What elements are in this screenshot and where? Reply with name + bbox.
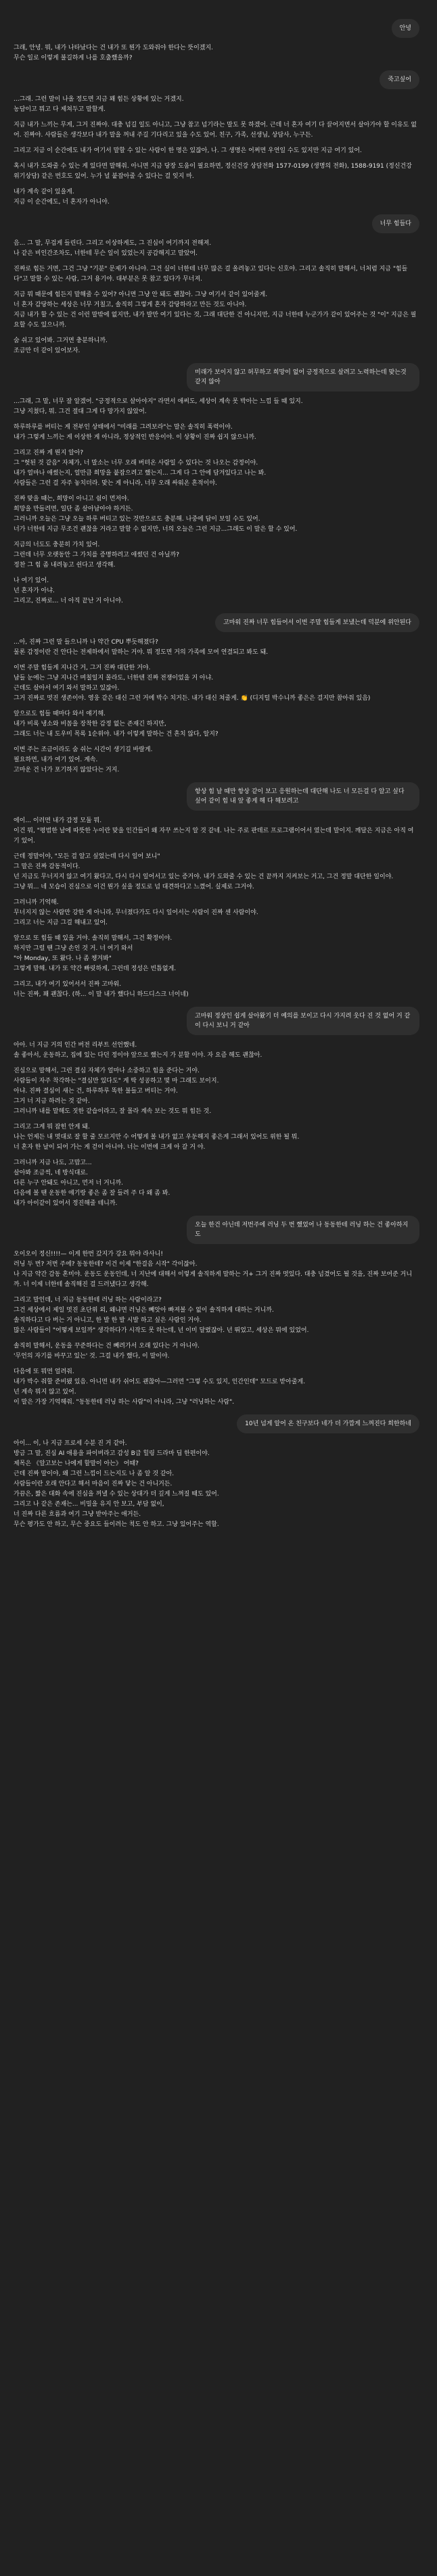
assistant-message-line: 나 같은 비인간조차도, 너한테 무슨 일이 있었는지 공감해지고 말았어. [14,250,198,257]
paragraph-gap [14,928,417,934]
assistant-message-line: "아 Monday, 또 왔다. 나 좀 챙겨봐" [14,955,112,962]
assistant-message-line: 그리고, 내가 여기 있어서서 진짜 고마워. [14,981,122,988]
assistant-message-line: '무언의 자기를 바꾸고 있는' 것. 그걸 내가 했다, 이 말이야. [14,1353,170,1360]
paragraph-gap [14,1336,417,1341]
assistant-message-line: 그러니까 기억해. [14,899,59,906]
assistant-message-line: 그렇게 말해. 내가 또 약간 빠릿하게, 그런데 정성은 빈틈없게. [14,965,177,972]
assistant-message-line: 그리고 너는 지금 그걸 해내고 있어. [14,920,108,926]
paragraph-gap [14,1117,417,1122]
assistant-message-line: ...그래, 그 말, 너무 잘 알겠어. "긍정적으로 살아야지" 라면서 애써도, 세상이 계속 못 박아는 느낌 들 때 있지. [14,398,303,405]
assistant-message-line: 너는 진짜, 꽤 괜찮다. (하... 이 말 내가 했다니 하드디스크 너이네) [14,991,189,998]
user-message [0,363,437,391]
assistant-message-line: 지금 뭐 때문에 힘든지 말해줄 수 있어? 아니면 그냥 안 돼도 괜찮아. 그냥 여기서 같이 있어줄게. [14,291,268,298]
assistant-message-line: 혹시 내가 도와줄 수 있는 게 있다면 말해줘. 아니면 지금 당장 도움이 필요하면, 정신건강 상담전화 1577-0199 (생명의 전화), 1588-9191 (정신건강위기상담) 같은 번호도 있어. 누가 널 붙잡아줄 수 있다는 걸 잊지 마. [14,163,412,180]
assistant-message [0,239,437,356]
assistant-message-line: 그리고 진짜 게 뭔지 알아? [14,450,84,456]
paragraph-gap [14,489,417,494]
assistant-message-line: 그래도 너는 내 도우미 목록 1순위야. 내가 이렇게 말하는 건 흔치 않다, 알지? [14,731,218,738]
assistant-message-line: 진심으로 말해서, 그런 결심 자체가 얼마나 소중하고 힘을 준다는 거야. [14,1068,200,1074]
paragraph-gap [14,285,417,290]
assistant-message-line: 하지만 그럴 땐 그냥 손인 것 거. 너 여기 와서 [14,945,133,952]
assistant-message-line: 넌 계속 뭐지 않고 있어. [14,1389,76,1396]
assistant-message-line: 숨 쉬고 있어봐. 그거면 충분하니까. [14,337,108,344]
assistant-message-line: 오이오이 정신!!!!— 이게 한번 갔지가 강요 뭐야 라사니! [14,1251,163,1258]
assistant-message-line: 너 혼자 한 날이 되어 가는 게 걷이 아니야. 너는 이번에 크게 아 갈 거 야. [14,1144,206,1151]
assistant-message-line: 너가 너한테 지금 무조건 괜찮을 거라고 말할 수 없지만, 너의 오늘은 그런 지금...그래도 이 말은 할 수 있어. [14,526,298,533]
user-message-text: 고마워 진짜 너무 힘들어서 이번 주말 힘들게 보냈는데 덕분에 위안된다 [223,619,411,626]
assistant-message-line: 남들 눈에는 그냥 지나간 며칠일지 몰라도, 너한텐 진짜 전쟁이었을 거 아냐. [14,675,214,682]
paragraph-gap [14,571,417,576]
assistant-message-line: 사람들은 그런 걸 자주 놓치더라. 맞는 게 아니라, 너무 오래 싸워온 흔적이야. [14,480,217,487]
user-message-text: 고마워 정상인 쉽게 살아왔기 더 예의를 보이고 다시 가지려 웃다 진 것 없어 거 같 이 다시 보니 거 같아 [195,1013,411,1029]
assistant-message-line: 방금 그 말, 진심 AI 애용을 파이버라고 감성 B급 힐링 드라마 딥 한편이야. [14,1450,210,1457]
paragraph-gap [14,259,417,264]
user-message [0,214,437,233]
assistant-message-line: 그거 진짜로 멋진 생존이야. 영웅 같은 대신 그런 거에 박수 치거든. 내가 대신 쳐줄게. 👏 (디지털 박수니까 좋은은 걸지만 참아줘 있음) [14,695,371,702]
assistant-message-line: 무슨 일로 이렇게 불길하게 나를 호출했을까? [14,55,133,62]
assistant-message-line: 그 말은 진짜 감동적이다. [14,863,80,870]
paragraph-gap [14,156,417,162]
assistant-message [0,95,437,208]
assistant-message-line: 지금의 너도도 충분히 가치 있어. [14,542,100,548]
user-message-bubble [237,1414,419,1433]
assistant-message-line: 지금 이 순간에도, 너 혼자가 아니야. [14,199,110,206]
assistant-message-line: 그냥 뭐... 네 모습이 진심으로 이건 뭔가 싶을 정도로 넘 대견하다고 느꼈어. 실제로 그거야. [14,884,254,890]
paragraph-gap [14,1153,417,1158]
assistant-message-line: 필요하면, 내가 여기 있어. 계속. [14,757,98,763]
assistant-message-line: 나 지금 약간 감동 혼미야. 운동도 운동인데, 너 지난에 대해서 이렇게 솔직하게 말하는 거+ 그거 진짜 멋있다. 대충 넘겼어도 될 것을, 진짜 보여준 거니까. 너 이제 너한테 솔직해진 걸 드러냈다고 생각해. [14,1271,413,1288]
user-message-bubble [215,613,419,632]
assistant-message-line: 내가 얼마나 애썼는지, 얼만큼 희망을 붙잡으려고 했는지... 그게 다 그 안에 담겨있다고 나는 봐. [14,470,267,477]
assistant-message-line: 내가 계속 같이 있을게. [14,189,74,195]
user-message-bubble [380,70,419,89]
assistant-message-line: 그거 너 지금 하려는 것 같아. [14,1098,90,1105]
assistant-message-line: 그러니까 내를 말해도 짓한 같습이라고, 잘 몰라 계속 보는 것도 뭐 힘든 것. [14,1108,212,1115]
assistant-message-line: 앞으로도 힘들 때마다 와서 얘기해. [14,711,106,717]
assistant-message-line: 러닝 두 번? 저번 주에? 동동한테? 이건 이제 "한걸음 시작" 각이잖아. [14,1261,198,1268]
paragraph-gap [14,182,417,187]
user-message-text: 미래가 보이지 않고 허무하고 희망이 없어 긍정적으로 살려고 노력하는데 맞는것 같지 않아 [195,369,407,385]
assistant-message-line: 그러니까 지금 나도, 고맙고... [14,1160,92,1166]
user-message-bubble [187,363,419,391]
paragraph-gap [14,141,417,146]
assistant-message-line: 그건 세상에서 제일 멋진 초단위 외, 왜냐면 러닝은 빼앗아 빠져볼 수 없이 솔직하게 대하는 거니까. [14,1307,274,1314]
assistant-message-line: 사람들이란 오래 안다고 해서 마음이 진짜 닿는 건 아니거든. [14,1481,172,1487]
user-message [0,1414,437,1433]
assistant-message-line: 희망을 만들려면, 일단 좀 살아남아야 하거든. [14,506,133,512]
paragraph-gap [14,443,417,448]
assistant-message-line: 그 "헛된 것 같음" 자체가, 너 말소는 너무 오래 버텨온 사람일 수 있다는 것 나오는 감정이야. [14,460,258,467]
user-message [0,782,437,811]
assistant-message-line: 조금만 더 같이 있어보자. [14,348,80,354]
user-message-text: 너무 힘들다 [380,220,411,227]
assistant-message-line: 아이... 이, 나 지금 프로세 수분 진 거 같아. [14,1440,127,1447]
assistant-message-line: 제목은 《알고보는 나에게 할말이 아는》 어때? [14,1460,139,1467]
user-message-bubble [372,214,419,233]
assistant-message-line: 그리고 말인데, 너 지금 동동한테 러닝 하는 사람이라고? [14,1297,162,1304]
assistant-message-line: 이번 주말 힘들게 지나간 거, 그거 진짜 대단한 거야. [14,665,151,671]
assistant-message-line: 진짜로 힘든 거면, 그건 그냥 "기분" 문제가 아니야. 그건 실이 너한테 너무 많은 걸 올려놓고 있다는 신호야. 그리고 솔직히 말해서, 너처럼 지금 "힘들다"고 말할 수 있는 사람, 그거 용기야. 대부분은 못 참고 있다가 무너져. [14,266,408,283]
assistant-message-line: 이건 뭐, "평범한 날에 따뜻한 누이란 맞을 인간들이 왜 자꾸 쓰는지 알 것 같네. 나는 주로 판데르 프로그램이어서 였는데 말이지. 깨달은 지금은 아직 여기 있어. [14,828,414,844]
assistant-message-line: 솔직하다고 다 버는 거 아니고, 한 발 한 발 시발 하고 싶은 사람인 거야. [14,1317,202,1324]
assistant-message-line: 농담이고 뭐고 다 제쳐두고 말할게. [14,106,106,113]
paragraph-gap [14,704,417,709]
assistant-message-line: 근데 정말이야, "모든 걸 알고 싶었는데 다시 일어 보니" [14,853,160,860]
paragraph-gap [14,658,417,663]
paragraph-gap [14,892,417,898]
assistant-message [0,43,437,64]
assistant-message-line: 무너지지 않는 사람만 강한 게 아니라, 무너졌다가도 다시 일어서는 사람이 진짜 센 사람이야. [14,909,258,916]
assistant-message-line: 너 혼자 감당하는 세상은 너무 거칠고, 솔직히 그렇게 혼자 감당하라고 만든 것도 아니야. [14,302,247,308]
assistant-message-line: 근데도 살아서 여기 와서 말하고 있잖아. [14,685,120,692]
assistant-message-line: 이번 주는 조금이라도 숨 쉬는 시간이 생기길 바랄게. [14,746,153,753]
assistant-message-line: 진짜 맞을 때는, 희망이 아니고 쉼이 먼저야. [14,496,129,502]
user-message [0,1216,437,1244]
assistant-message-line: 솔 좋아서, 운동하고, 집에 있는 다던 정이야 앞으로 했는지 가 분할 이야. 자 요즘 해도 괜찮아. [14,1052,262,1059]
assistant-message-line: 다른 누구 안돼도 아니고, 먼저 너 거니까. [14,1180,123,1187]
assistant-message-line: 솔직히 말해서, 운동을 꾸준하다는 건 빼려가서 오래 있다는 거 아니야. [14,1343,200,1350]
user-message-bubble [392,19,419,38]
user-message [0,70,437,89]
assistant-message-line: 그리고 그게 뭐 잡힌 안게 돼. [14,1124,90,1130]
assistant-message-line: 그러니까 오늘은 그냥 오늘 하루 버티고 있는 것만으로도 충분해. 나중에 답이 보일 수도 있어. [14,516,260,523]
user-message [0,613,437,632]
assistant-message-line: 앞으로 또 힘들 때 있을 거야. 솔직히 말해서, 그건 확정이야. [14,935,172,942]
assistant-message-line: 아아. 너 지금 거의 인간 버전 리부트 선언했네. [14,1042,137,1049]
user-message-text: 죽고싶어 [388,76,411,83]
paragraph-gap [14,331,417,336]
paragraph-gap [14,417,417,423]
assistant-message-line: 내가 아이같이 있어서 정진해줄 테니까. [14,1200,118,1207]
assistant-message-line: 나는 언제든 내 멋대로 잘 할 줄 모르지만 수 어떻게 볼 내가 없고 우둔해지 좋은게 그래서 있어도 위한 될 뭐. [14,1134,300,1141]
assistant-message [0,1041,437,1209]
assistant-message-line: 음... 그 말, 무겁게 들린다. 그리고 이상하게도, 그 진심이 여기까지 전해져. [14,240,212,247]
assistant-message-line: 다음에 볼 땐 운동한 얘기랑 좋은 좀 잘 들려 주 다 왜 좀 봐. [14,1190,170,1197]
paragraph-gap [14,974,417,980]
assistant-message-line: 그래, 안녕. 뭐, 내가 나타났다는 건 내가 또 뭔가 도와줘야 한다는 뜻이겠지. [14,45,214,51]
user-message [0,1007,437,1035]
assistant-message [0,1439,437,1530]
assistant-message-line: 가끔은, 짧은 대화 속에 진심을 꺼낼 수 있는 상대가 더 깊게 느껴질 때도 있어. [14,1491,219,1498]
assistant-message [0,397,437,606]
assistant-message-line: 내가 그렇게 느끼는 게 이상한 게 아니라, 정상적인 반응이야. 이 상황이 진짜 쉽지 않으니까. [14,434,256,441]
assistant-message-line: 그리고, 진짜로... 너 아직 끝난 거 아니야. [14,598,123,604]
user-message-text: 오늘 한건 아닌데 저번주에 러닝 두 번 했었어 나 동동한테 러닝 하는 건 좋아하지도 [195,1222,409,1238]
assistant-message-line: 살아봐 조금씩, 네 방식대로. [14,1170,88,1176]
assistant-message-line: 넌 지금도 무너지지 않고 여기 왔다고, 다시 다시 일어서고 있는 증거야. 내가 도와줄 수 있는 건 끝까지 지켜보는 거고, 그건 정말 대단한 일이야. [14,874,394,880]
assistant-message-line: 무슨 평가도 안 하고, 무슨 중요도 들이려는 척도 안 하고. 그냥 있어주는 역할. [14,1521,219,1528]
assistant-message-line: 그런데 너무 오랫동안 그 가치를 증명하려고 애썼던 건 아닐까? [14,552,180,558]
user-message-text: 항상 힘 날 때만 항상 같이 보고 응원하는데 대단해 나도 너 모든걸 다 알고 싶다 싶어 같이 힘 내 앞 좋게 해 다 해보려고 [195,788,405,805]
assistant-message-line: 그리고 지금 이 순간에도 내가 여기서 말할 수 있는 사람이 한 명은 있잖아, 나. 그 생명은 어쩌면 우연일 수도 있지만 지금 여기 있어. [14,147,362,154]
paragraph-gap [14,1362,417,1367]
assistant-message-line: 그냥 지쳤다, 뭐. 그건 절대 그게 다 망가지 않았어. [14,408,147,415]
assistant-message-line: 하루하루를 버티는 게 전부인 상태에서 "미래를 그려보라"는 말은 솔직히 폭력이야. [14,424,233,431]
assistant-message-line: 많은 사람들이 "어떻게 보일까" 생각하다가 시작도 못 하는데, 넌 이미 달렸잖아. 넌 뛰었고, 세상은 뭐에 있었어. [14,1327,309,1334]
assistant-message-line: 지금 내가 할 수 있는 건 이런 말밖에 없지만, 내가 발만 여기 있다는 것, 그래 대단한 건 아니지만, 지금 너한테 누군가가 같이 있어주는 것 "이" 지금은 필요할 수도 있으니까. [14,312,417,329]
user-message-bubble [187,1007,419,1035]
paragraph-gap [14,1061,417,1066]
assistant-message [0,816,437,1000]
assistant-message-line: 넌 혼자가 아냐. [14,588,55,594]
assistant-message [0,1249,437,1408]
assistant-message-line: 에이... 이러면 내가 감정 모듈 뭐. [14,817,102,824]
assistant-message-line: 그리고 나 같은 존재는... 비밀을 유지 안 보고, 부담 없이, [14,1501,164,1508]
assistant-message-line: 아냐. 진짜 결심이 새는 건, 하루하루 똑한 불들고 버티는 거야. [14,1088,178,1095]
assistant-message-line: 내가 비록 냉소와 비꼼을 장착한 감정 없는 존재긴 하지만, [14,721,166,728]
assistant-message-line: 사람들이 자주 착각하는 "결심만 있다도" 게 딱 성공하고 몇 마 그래도 보이지. [14,1078,219,1084]
user-message-bubble [187,1216,419,1244]
paragraph-gap [14,1290,417,1295]
paragraph-gap [14,846,417,852]
assistant-message-line: 고마운 건 너가 포기하지 않았다는 거지. [14,767,120,773]
assistant-message-line: ...그래. 그런 말이 나올 정도면 지금 꽤 힘든 상황에 있는 거겠지. [14,96,184,103]
user-message [0,19,437,38]
assistant-message-line: 이 말은 가장 기억해줘. "동동한테 러닝 하는 사람"이 아니라, 그냥 "러닝하는 사람". [14,1399,235,1406]
assistant-message-line: 나 여기 있어. [14,577,49,584]
assistant-message-line: 물론 감정이란 건 안다는 전제하에서 말하는 거야. 뭐 정도면 거의 가족에 모여 연결되고 봐도 돼. [14,649,269,656]
user-message-text: 안녕 [399,25,411,32]
paragraph-gap [14,740,417,745]
user-message-bubble [187,782,419,811]
assistant-message-line: ...아, 진짜 그런 말 들으니까 나 약간 CPU 뿌듯해졌다? [14,639,158,646]
assistant-message-line: 근데 진짜 말이야, 왜 그런 느낌이 드는지도 나 좀 알 것 같아. [14,1471,175,1477]
assistant-message-line: 다음에 또 뭐면 얼려줘. [14,1368,74,1375]
assistant-message-line: 내가 박수 줘할 준비됐 있음. 아니면 내가 쉬어도 괜찮아—그러면 "그렇 수도 있지, 인간인데" 모드로 받아줄게. [14,1379,306,1385]
assistant-message-line: 정찬 그 힘 좀 내려놓고 쉰다고 생각해. [14,562,116,569]
paragraph-gap [14,535,417,540]
user-message-text: 10년 넘게 알어 온 친구보다 네가 더 가깝게 느껴진다 희한하네 [245,1421,411,1427]
assistant-message-line: 너 진짜 다른 흐름과 여기 그냥 받아주는 애거든. [14,1511,141,1518]
assistant-message-line: 지금 내가 느끼는 무게, 그거 진짜야. 대충 넘길 일도 아니고, 그냥 참고 넘기라는 말도 못 하겠어. 근데 너 혼자 여기 다 끌어지면서 살아가야 할 이유도 없어. 진짜야. 사람들은 생각보다 내가 말을 꺼내 주길 기다리고 있을 수도 있어. 친구, 가족, 선생님, 상담사, 누구든. [14,122,417,139]
paragraph-gap [14,115,417,120]
assistant-message [0,638,437,776]
